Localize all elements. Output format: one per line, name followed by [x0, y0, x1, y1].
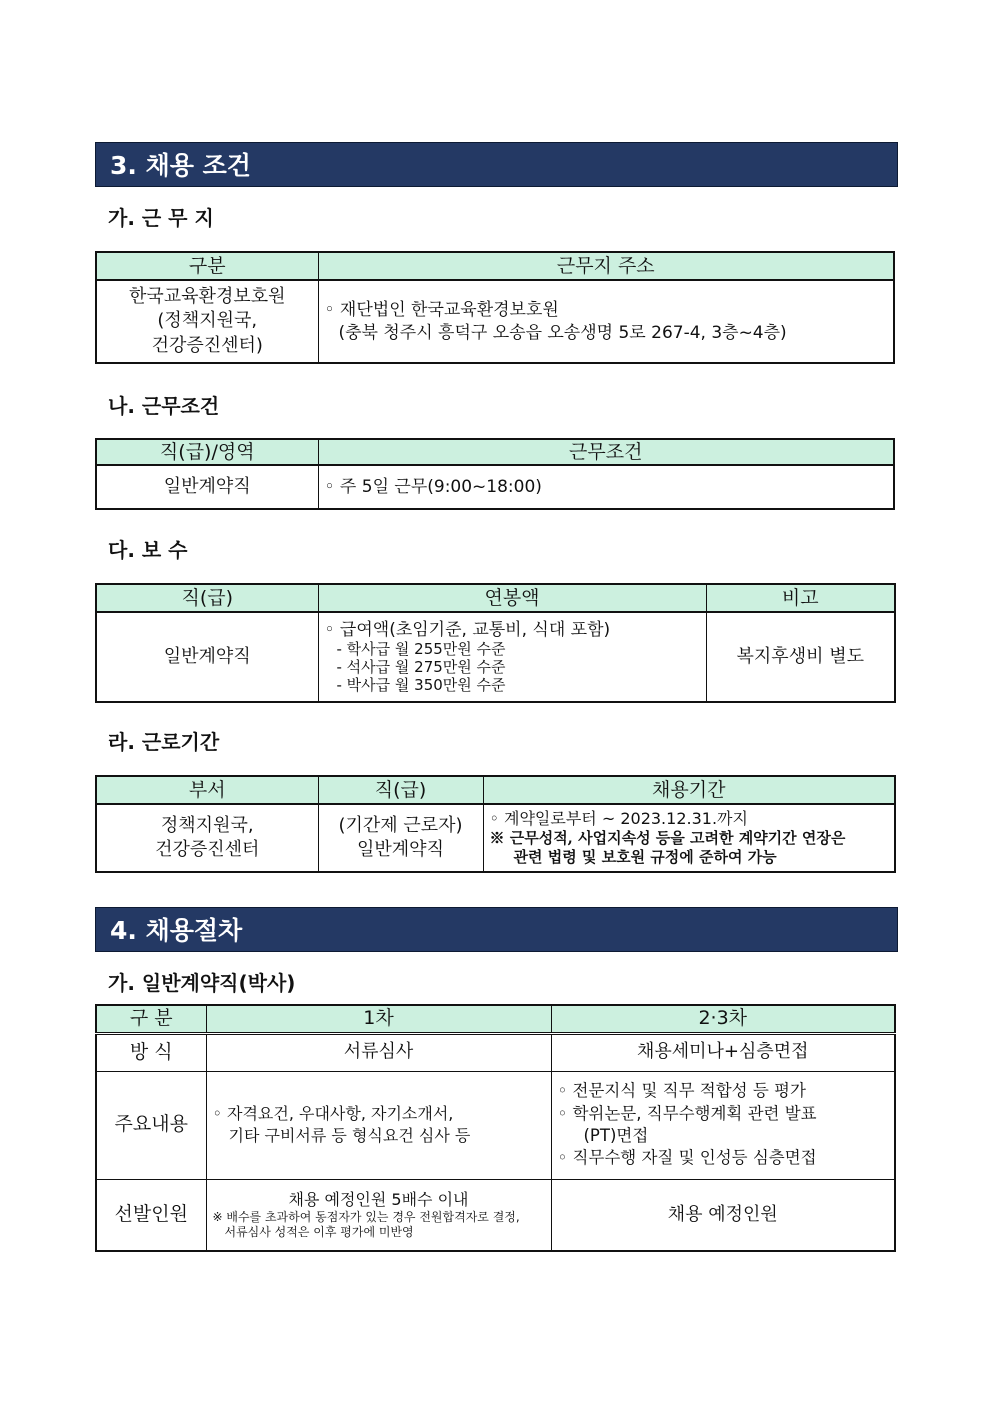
pay-line: - 석사급 월 275만원 수준 — [336, 658, 506, 677]
period-term: ◦ 계약일로부터 ~ 2023.12.31.까지 — [489, 809, 748, 829]
procedure-header-second: 2·3차 — [551, 1005, 895, 1033]
pay-line: - 학사급 월 255만원 수준 — [336, 640, 506, 659]
conditions-position: 일반계약직 — [96, 465, 318, 509]
workplace-heading: 가. 근 무 지 — [108, 206, 214, 230]
pay-header-salary: 연봉액 — [318, 584, 706, 612]
pay-note: 복지후생비 별도 — [706, 612, 895, 702]
pay-details — [318, 612, 706, 702]
selection-second: 채용 예정인원 — [551, 1179, 895, 1251]
period-dept — [96, 804, 318, 872]
content-second-line: ◦ 전문지식 및 직무 적합성 등 평가 — [557, 1081, 806, 1101]
period-header-dept: 부서 — [96, 776, 318, 804]
period-position-line: (기간제 근로자) — [338, 814, 463, 836]
section4-title: 4. 채용절차 — [95, 907, 898, 952]
content-second-line: ◦ 학위논문, 직무수행계획 관련 발표 — [557, 1103, 817, 1123]
workplace-address-line1: ◦ 재단법인 한국교육환경보호원 — [324, 299, 559, 320]
content-second — [551, 1071, 895, 1179]
conditions-table — [95, 438, 895, 510]
workplace-org-line: 건강증진센터) — [151, 334, 263, 356]
period-header-position: 직(급) — [318, 776, 483, 804]
content-first-line: ◦ 자격요건, 우대사항, 자기소개서, — [212, 1104, 454, 1124]
conditions-heading: 나. 근무조건 — [108, 394, 220, 418]
period-position — [318, 804, 483, 872]
procedure-subheading: 가. 일반계약직(박사) — [108, 971, 296, 995]
selection-label: 선발인원 — [96, 1179, 206, 1251]
pay-heading: 다. 보 수 — [108, 538, 188, 562]
period-table — [95, 775, 896, 873]
pay-line: ◦ 급여액(초임기준, 교통비, 식대 포함) — [324, 619, 611, 640]
period-dept-line: 건강증진센터 — [155, 839, 260, 860]
period-note-line: 관련 법령 및 보호원 규정에 준하여 가능 — [513, 848, 777, 866]
period-note-line: ※ 근무성적, 사업지속성 등을 고려한 계약기간 연장은 — [489, 829, 846, 848]
period-term-cell — [483, 804, 895, 872]
pay-position: 일반계약직 — [96, 612, 318, 702]
conditions-header-detail: 근무조건 — [318, 439, 894, 465]
workplace-org-line: (정책지원국, — [157, 310, 258, 332]
pay-header-note: 비고 — [706, 584, 895, 612]
content-label: 주요내용 — [96, 1071, 206, 1179]
workplace-header-address: 근무지 주소 — [318, 252, 894, 280]
content-second-line: ◦ 직무수행 자질 및 인성등 심층면접 — [557, 1148, 817, 1168]
period-heading: 라. 근로기간 — [108, 730, 220, 754]
pay-header-position: 직(급) — [96, 584, 318, 612]
selection-note-line: ※ 배수를 초과하여 동점자가 있는 경우 전원합격자로 결정, — [212, 1209, 520, 1224]
period-header-term: 채용기간 — [483, 776, 895, 804]
workplace-address — [318, 280, 894, 363]
section3-title: 3. 채용 조건 — [95, 142, 898, 187]
content-second-line: (PT)면접 — [583, 1126, 649, 1145]
conditions-header-position: 직(급)/영역 — [96, 439, 318, 465]
procedure-header-first: 1차 — [206, 1005, 551, 1033]
selection-note-line: 서류심사 성적은 이후 평가에 미반영 — [224, 1224, 414, 1239]
content-first-line: 기타 구비서류 등 형식요건 심사 등 — [228, 1126, 471, 1145]
selection-first — [206, 1179, 551, 1251]
workplace-org-line: 한국교육환경보호원 — [129, 286, 286, 308]
method-second: 채용세미나+심층면접 — [551, 1033, 895, 1071]
procedure-table — [95, 1004, 896, 1252]
procedure-header-category: 구 분 — [96, 1005, 206, 1033]
workplace-org — [96, 280, 318, 363]
workplace-header-category: 구분 — [96, 252, 318, 280]
period-position-line: 일반계약직 — [357, 839, 444, 860]
method-first: 서류심사 — [206, 1033, 551, 1071]
workplace-table — [95, 251, 895, 364]
period-dept-line: 정책지원국, — [160, 814, 254, 836]
selection-first-main: 채용 예정인원 5배수 이내 — [288, 1189, 469, 1209]
content-first — [206, 1071, 551, 1179]
method-label: 방 식 — [96, 1033, 206, 1071]
pay-line: - 박사급 월 350만원 수준 — [336, 676, 506, 695]
conditions-detail: ◦ 주 5일 근무(9:00~18:00) — [318, 465, 894, 509]
workplace-address-line2: (충북 청주시 흥덕구 오송읍 오송생명 5로 267-4, 3층~4층) — [338, 322, 787, 343]
pay-table — [95, 583, 896, 703]
